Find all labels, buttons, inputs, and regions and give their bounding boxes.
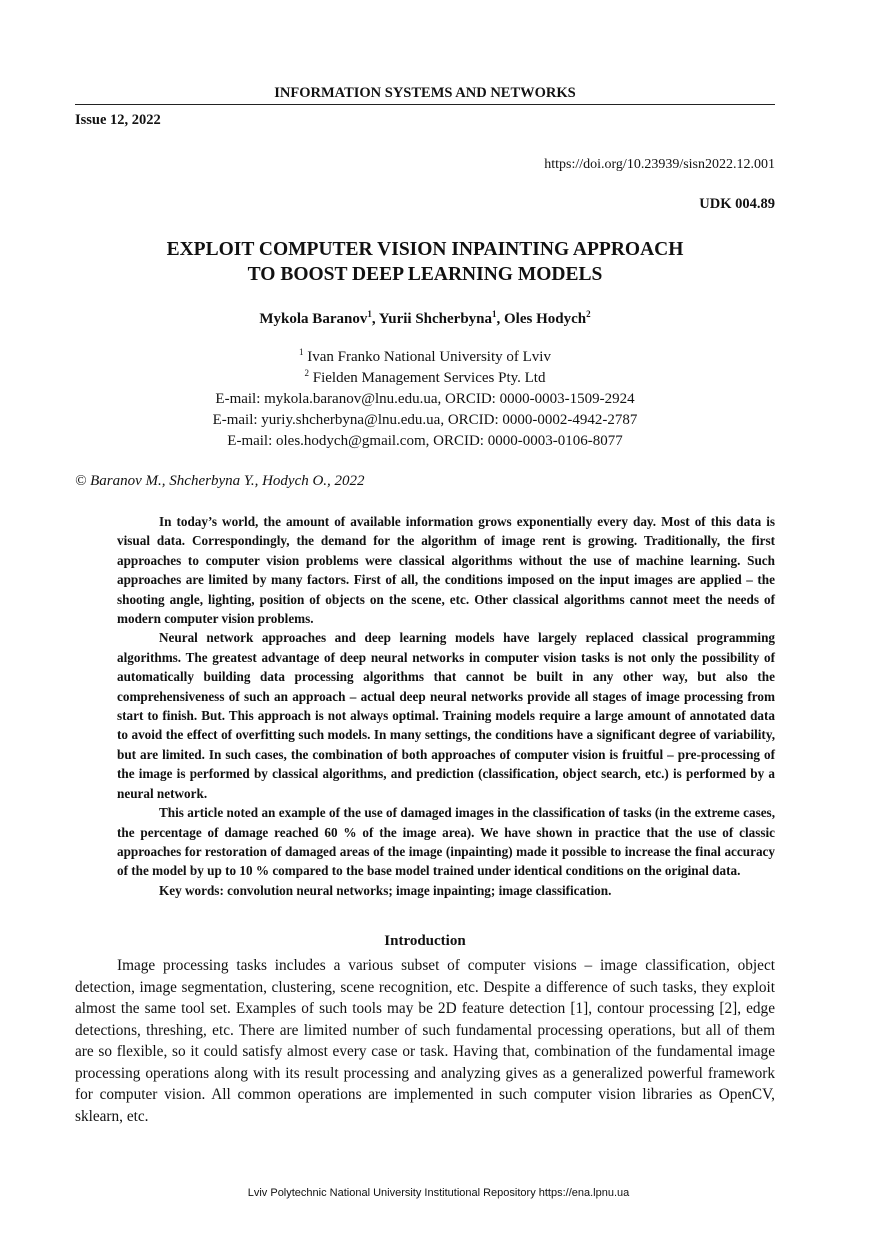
body-paragraph: Image processing tasks includes a various subset of computer visions – image classification, object detection, image segmentation, clustering, scene recognition, etc. Despite a difference of such tasks, they exploit almost the same tool set. Examples of such tools may be 2D feature detection [1], contour processing [2], edge detections, threshing, etc. There are limited number of such fundamental processing operations, but all of them are so flexible, so it could satisfy almost every case or task. Having that, combination of the fundamental image processing operations along with its result processing and analyzing gives as a generalized powerful framework for computer vision. All common operations are implemented in such computer vision libraries as OpenCV, sklearn, etc. xyxy=(75,957,775,1125)
issue-label: Issue 12, 2022 xyxy=(75,112,161,128)
author-name: Yurii Shcherbyna xyxy=(378,311,493,327)
author-list: Mykola Baranov$^1$, Yurii Shcherbyna$^1$, Oles Hodych$^2$ xyxy=(259,309,591,327)
abstract xyxy=(117,512,775,900)
copyright: © Baranov M., Shcherbyna Y., Hodych O., 2022 xyxy=(75,473,365,489)
abstract-paragraph: In today’s world, the amount of available information grows exponentially every day. Most of this data is visual data. Correspondingly, the demand for the algorithm of image rent is growing. Traditionally, the first approaches to computer vision problems were classical algorithms without the use of machine learning. Such approaches are limited by many factors. First of all, the conditions imposed on the input images are applied – the shooting angle, lighting, position of objects on the scene, etc. Other classical algorithms cannot meet the needs of modern computer vision problems. xyxy=(117,514,775,627)
header-divider xyxy=(75,104,775,105)
title-line: TO BOOST DEEP LEARNING MODELS xyxy=(247,264,603,285)
affiliation: $^2$ Fielden Management Services Pty. Ltd xyxy=(304,368,546,386)
author-sup: 2 xyxy=(586,309,591,319)
contact-line: E-mail: yuriy.shcherbyna@lnu.edu.ua, ORCID: 0000-0002-4942-2787 xyxy=(212,412,638,428)
contact-line: E-mail: oles.hodych@gmail.com, ORCID: 0000-0003-0106-8077 xyxy=(227,433,623,449)
journal-name: INFORMATION SYSTEMS AND NETWORKS xyxy=(274,85,576,101)
author-name: Mykola Baranov xyxy=(259,311,368,327)
affiliation: $^1$ Ivan Franko National University of Lviv xyxy=(299,347,551,365)
udk-code: UDK 004.89 xyxy=(699,196,775,212)
introduction-body xyxy=(75,955,775,1127)
title-line: EXPLOIT COMPUTER VISION INPAINTING APPROACH xyxy=(166,239,684,260)
author-name: Oles Hodych xyxy=(504,311,587,327)
repository-footer: Lviv Polytechnic National University Institutional Repository https://ena.lpnu.ua xyxy=(247,1187,630,1199)
author-sup: 1 xyxy=(492,309,497,319)
abstract-paragraph: Neural network approaches and deep learning models have largely replaced classical programming algorithms. The greatest advantage of deep neural networks in computer vision tasks is not only the possibility of automatically building data processing algorithms that cannot be built in any other way, but also the comprehensiveness of such an approach – actual deep neural networks provide all stages of image processing from start to finish. But. This approach is not always optimal. Training models require a large amount of annotated data to avoid the effect of overfitting such models. In many settings, the conditions have a significant degree of variability, but are limited. In such cases, the combination of both approaches of computer vision is fruitful – pre-processing of the image is performed by classical algorithms, and prediction (classification, object search, etc.) is performed by a neural network. xyxy=(117,630,775,801)
doi-link[interactable]: https://doi.org/10.23939/sisn2022.12.001 xyxy=(544,157,775,172)
contact-line: E-mail: mykola.baranov@lnu.edu.ua, ORCID: 0000-0003-1509-2924 xyxy=(215,391,635,407)
section-heading: Introduction xyxy=(384,933,466,949)
paper-title xyxy=(75,237,775,287)
author-sup: 1 xyxy=(367,309,372,319)
keywords: Key words: convolution neural networks; image inpainting; image classification. xyxy=(159,882,612,898)
abstract-paragraph: This article noted an example of the use of damaged images in the classification of tasks (in the extreme cases, the percentage of damage reached 60 % of the image area). We have shown in practice that the use of classic approaches for restoration of damaged areas of the image (inpainting) made it possible to increase the final accuracy of the model by up to 10 % compared to the base model trained under identical conditions on the original data. xyxy=(117,805,775,879)
affiliations xyxy=(75,347,775,452)
